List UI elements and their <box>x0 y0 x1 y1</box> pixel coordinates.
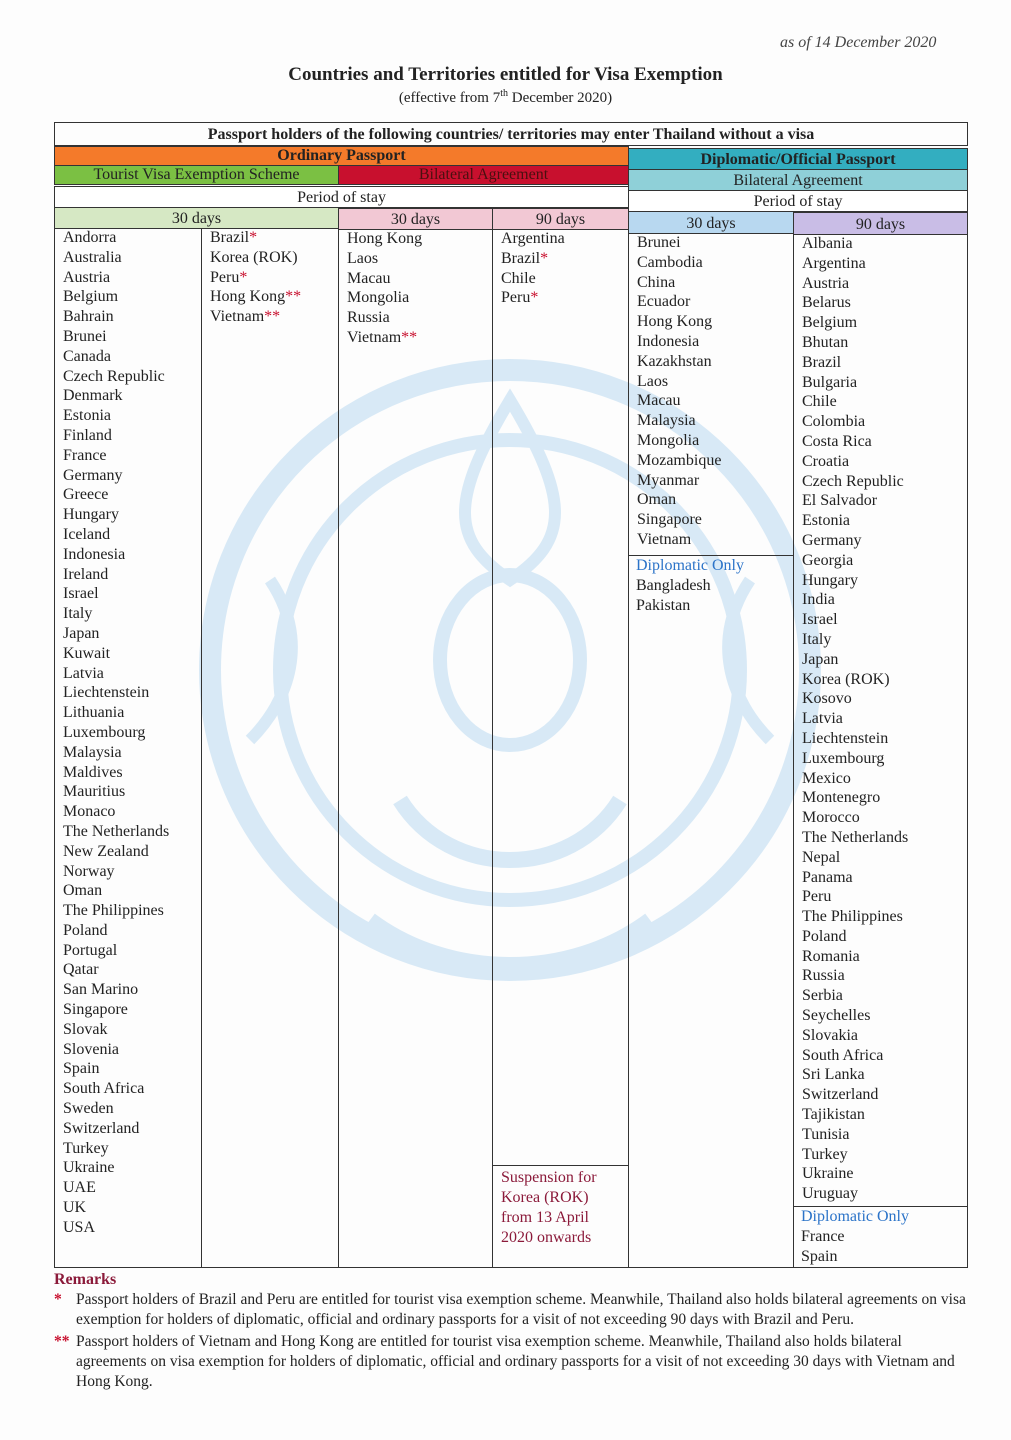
country-item: Estonia <box>802 512 850 530</box>
country-item: Switzerland <box>63 1119 140 1137</box>
country-name: Peru <box>210 268 240 286</box>
as-of-date: as of 14 December 2020 <box>780 34 937 51</box>
footnote-mark: * <box>249 229 258 246</box>
bilateral-header: Bilateral Agreement <box>338 165 629 185</box>
remarks-section <box>54 1270 974 1392</box>
country-item <box>210 287 338 307</box>
country-item: Mauritius <box>63 783 126 801</box>
footnote-mark: ** <box>401 328 418 346</box>
country-item: Greece <box>63 486 109 504</box>
country-item: Monaco <box>63 803 116 821</box>
diplomatic-only-label: Diplomatic Only <box>801 1208 909 1225</box>
country-item: Bulgaria <box>802 373 858 391</box>
country-item <box>347 249 492 269</box>
country-item: Turkey <box>63 1139 109 1157</box>
country-name: Hong Kong <box>347 230 423 247</box>
diplomatic-only-label: Diplomatic Only <box>636 557 744 574</box>
country-item: Czech Republic <box>63 367 165 385</box>
country-item: Tajikistan <box>802 1106 865 1124</box>
suspension-line: from 13 April <box>501 1209 589 1226</box>
country-item: Oman <box>637 491 677 509</box>
country-item: Oman <box>63 882 103 900</box>
tourist-30-column-b <box>201 228 339 1268</box>
country-item: UK <box>63 1199 87 1217</box>
footnote-mark: * <box>530 289 539 307</box>
country-item: Hungary <box>63 506 119 524</box>
country-item: Brunei <box>637 234 681 251</box>
country-item: The Netherlands <box>63 822 170 840</box>
country-item: Croatia <box>802 452 850 470</box>
country-item: Belgium <box>63 288 119 306</box>
country-item: Cambodia <box>637 253 703 271</box>
country-item: Laos <box>637 372 669 390</box>
country-item: The Philippines <box>802 908 903 926</box>
country-item: USA <box>63 1218 96 1236</box>
country-item: Iceland <box>63 525 111 543</box>
country-item: Liechtenstein <box>802 729 889 747</box>
country-item: Albania <box>802 235 853 252</box>
country-item <box>210 268 338 288</box>
country-item: Romania <box>802 947 860 965</box>
country-item: Portugal <box>63 941 118 959</box>
page-subtitle: (effective from 7th December 2020) <box>398 88 613 106</box>
country-item: Estonia <box>63 407 111 425</box>
country-item: Chile <box>802 393 837 411</box>
country-item: Finland <box>63 426 112 444</box>
country-item: Canada <box>63 347 111 365</box>
country-item: Uruguay <box>802 1185 858 1203</box>
country-item: France <box>801 1228 845 1245</box>
country-item: San Marino <box>63 981 139 999</box>
country-item: Australia <box>63 248 122 266</box>
country-name: Mongolia <box>347 289 410 307</box>
period-of-stay-dip-header: Period of stay <box>628 190 968 212</box>
country-item: New Zealand <box>63 842 149 860</box>
country-item: Latvia <box>802 710 843 728</box>
country-item: Mexico <box>802 769 851 787</box>
country-item <box>501 229 628 249</box>
remark-2-mark: ** <box>54 1333 70 1350</box>
country-item: Singapore <box>63 1001 128 1019</box>
country-item: Georgia <box>802 551 854 569</box>
footnote-mark: ** <box>285 288 302 306</box>
country-item: Poland <box>63 921 108 939</box>
country-item: Bhutan <box>802 333 849 351</box>
country-item: Ireland <box>63 565 109 583</box>
country-item <box>501 249 628 269</box>
country-item: UAE <box>63 1179 96 1197</box>
country-item: Andorra <box>63 229 117 246</box>
country-item: Belgium <box>802 314 858 332</box>
country-item: Hungary <box>802 571 858 589</box>
country-item: Israel <box>63 585 99 603</box>
country-item: Liechtenstein <box>63 684 150 702</box>
country-name: Brazil <box>501 249 541 267</box>
days-30-tourist: 30 days <box>54 207 339 229</box>
country-item <box>347 288 492 308</box>
footnote-mark: * <box>239 268 248 286</box>
country-item: Luxembourg <box>802 749 885 767</box>
footnote-mark: ** <box>264 308 281 326</box>
country-item: Ukraine <box>802 1165 854 1183</box>
country-item: Japan <box>802 650 839 668</box>
country-item: Slovenia <box>63 1040 119 1058</box>
country-item: Turkey <box>802 1145 848 1163</box>
country-item: Sri Lanka <box>802 1066 865 1084</box>
country-item: Panama <box>802 868 853 886</box>
country-item: Tunisia <box>802 1125 850 1143</box>
country-item: Costa Rica <box>802 432 872 450</box>
country-item: El Salvador <box>802 492 878 510</box>
country-name: Peru <box>501 289 531 307</box>
remark-1-text: Passport holders of Brazil and Peru are entitled for tourist visa exemption scheme. Meanwhile, Thailand also holds bilateral agreements on visa exemption for holders of diplomatic, official and ordinary passports for a visit of not exceeding 90 days with Brazil and Peru. <box>76 1291 966 1328</box>
diplomatic-90-column <box>793 234 968 1268</box>
country-item: Qatar <box>63 961 99 979</box>
country-item: Korea (ROK) <box>802 670 890 688</box>
country-name: Hong Kong <box>210 288 286 306</box>
country-name: Laos <box>347 249 379 267</box>
country-name: Russia <box>347 309 390 327</box>
country-item: Kuwait <box>63 644 111 662</box>
days-90-bilateral: 90 days <box>492 208 629 230</box>
days-30-bilateral: 30 days <box>338 208 493 230</box>
country-item: Bangladesh <box>636 577 711 594</box>
country-item: Argentina <box>802 254 866 272</box>
country-item: Malaysia <box>63 743 122 761</box>
bilateral-30-column <box>338 229 493 1268</box>
country-item: Brunei <box>63 327 107 345</box>
country-item: Indonesia <box>637 332 700 350</box>
country-item: Poland <box>802 927 847 945</box>
country-item <box>210 228 338 248</box>
country-item: Myanmar <box>637 471 700 489</box>
country-item: Luxembourg <box>63 723 146 741</box>
diplomatic-only-90-box <box>793 1206 968 1268</box>
country-item: Morocco <box>802 809 860 827</box>
remark-2 <box>54 1332 974 1392</box>
bilateral-dip-header: Bilateral Agreement <box>628 169 968 191</box>
country-item: Norway <box>63 862 115 880</box>
country-item: Japan <box>63 624 100 642</box>
country-item <box>347 328 492 348</box>
country-item: Denmark <box>63 387 123 405</box>
country-item <box>501 269 628 289</box>
country-item: Singapore <box>637 511 702 529</box>
bilateral-90-column <box>492 229 629 1268</box>
suspension-note <box>492 1165 629 1268</box>
country-item: Kazakhstan <box>637 352 712 370</box>
country-item: Israel <box>802 611 838 629</box>
country-item: The Philippines <box>63 902 164 920</box>
country-name: Korea (ROK) <box>210 248 298 266</box>
country-item: Italy <box>802 630 832 648</box>
country-item: Malaysia <box>637 412 696 430</box>
country-item <box>210 307 338 327</box>
remarks-title: Remarks <box>54 1271 117 1288</box>
country-item: Germany <box>63 466 123 484</box>
remark-1-mark: * <box>54 1291 62 1308</box>
country-name: Chile <box>501 269 536 287</box>
country-item: Indonesia <box>63 545 126 563</box>
country-item: Spain <box>801 1248 838 1265</box>
country-item: Austria <box>802 274 850 292</box>
remark-1 <box>54 1290 974 1330</box>
country-item: Belarus <box>802 294 851 312</box>
country-item: Montenegro <box>802 789 881 807</box>
country-item: Mozambique <box>637 451 722 469</box>
country-item: Slovak <box>63 1020 108 1038</box>
country-item <box>347 229 492 249</box>
country-item: Latvia <box>63 664 104 682</box>
country-item: Colombia <box>802 413 866 431</box>
country-item: Germany <box>802 531 862 549</box>
diplomatic-only-30-box <box>628 555 794 615</box>
days-90-diplomatic: 90 days <box>793 212 968 235</box>
country-item: South Africa <box>63 1080 145 1098</box>
country-item <box>347 269 492 289</box>
tourist-scheme-header: Tourist Visa Exemption Scheme <box>54 165 339 185</box>
country-item: Sweden <box>63 1100 114 1118</box>
country-item: Spain <box>63 1060 100 1078</box>
country-item: Macau <box>637 392 681 410</box>
country-item: France <box>63 446 107 464</box>
country-item: India <box>802 591 835 609</box>
country-item: Vietnam <box>637 530 692 548</box>
country-item: Italy <box>63 605 93 623</box>
country-item <box>210 248 338 268</box>
country-item: Nepal <box>802 848 841 866</box>
diplomatic-passport-header: Diplomatic/Official Passport <box>628 148 968 170</box>
country-item: Czech Republic <box>802 472 904 490</box>
suspension-line: Korea (ROK) <box>501 1189 589 1206</box>
country-item: Ukraine <box>63 1159 115 1177</box>
country-item: Bahrain <box>63 308 114 326</box>
country-name: Macau <box>347 269 391 287</box>
suspension-line: 2020 onwards <box>501 1229 592 1246</box>
country-item: Maldives <box>63 763 123 781</box>
country-name: Vietnam <box>210 308 265 326</box>
country-item <box>501 288 628 308</box>
country-item: Switzerland <box>802 1086 879 1104</box>
country-item: Seychelles <box>802 1007 871 1025</box>
days-30-diplomatic: 30 days <box>628 211 794 234</box>
country-item: Mongolia <box>637 431 700 449</box>
country-item: South Africa <box>802 1046 884 1064</box>
country-item: Pakistan <box>636 597 691 614</box>
period-of-stay-header: Period of stay <box>54 186 629 208</box>
country-item <box>347 308 492 328</box>
footnote-mark: * <box>540 249 549 267</box>
page-title: Countries and Territories entitled for Visa Exemption <box>288 64 723 85</box>
country-item: Ecuador <box>637 293 691 311</box>
country-item: Serbia <box>802 987 843 1005</box>
country-item: Slovakia <box>802 1026 858 1044</box>
country-name: Argentina <box>501 230 565 247</box>
country-item: Kosovo <box>802 690 852 708</box>
country-name: Vietnam <box>347 328 402 346</box>
diplomatic-30-column <box>628 233 794 1268</box>
country-name: Brazil <box>210 229 250 246</box>
ordinary-passport-header: Ordinary Passport <box>54 146 629 166</box>
table-banner: Passport holders of the following countries/ territories may enter Thailand without a visa <box>54 122 968 146</box>
country-item: Austria <box>63 268 111 286</box>
remark-2-text: Passport holders of Vietnam and Hong Kong are entitled for tourist visa exemption scheme. Meanwhile, Thailand also holds bilateral agreements on visa exemption for holders of diplomatic, official and ordinary passports for a visit of not exceeding 30 days with Vietnam and Hong Kong. <box>76 1333 955 1390</box>
country-item: Peru <box>802 888 832 906</box>
country-item: Brazil <box>802 353 842 371</box>
suspension-line: Suspension for <box>501 1169 597 1186</box>
country-item: Lithuania <box>63 704 125 722</box>
country-item: The Netherlands <box>802 828 909 846</box>
country-item: China <box>637 273 676 291</box>
tourist-30-column-a <box>54 228 202 1268</box>
country-item: Russia <box>802 967 845 985</box>
country-item: Hong Kong <box>637 313 713 331</box>
